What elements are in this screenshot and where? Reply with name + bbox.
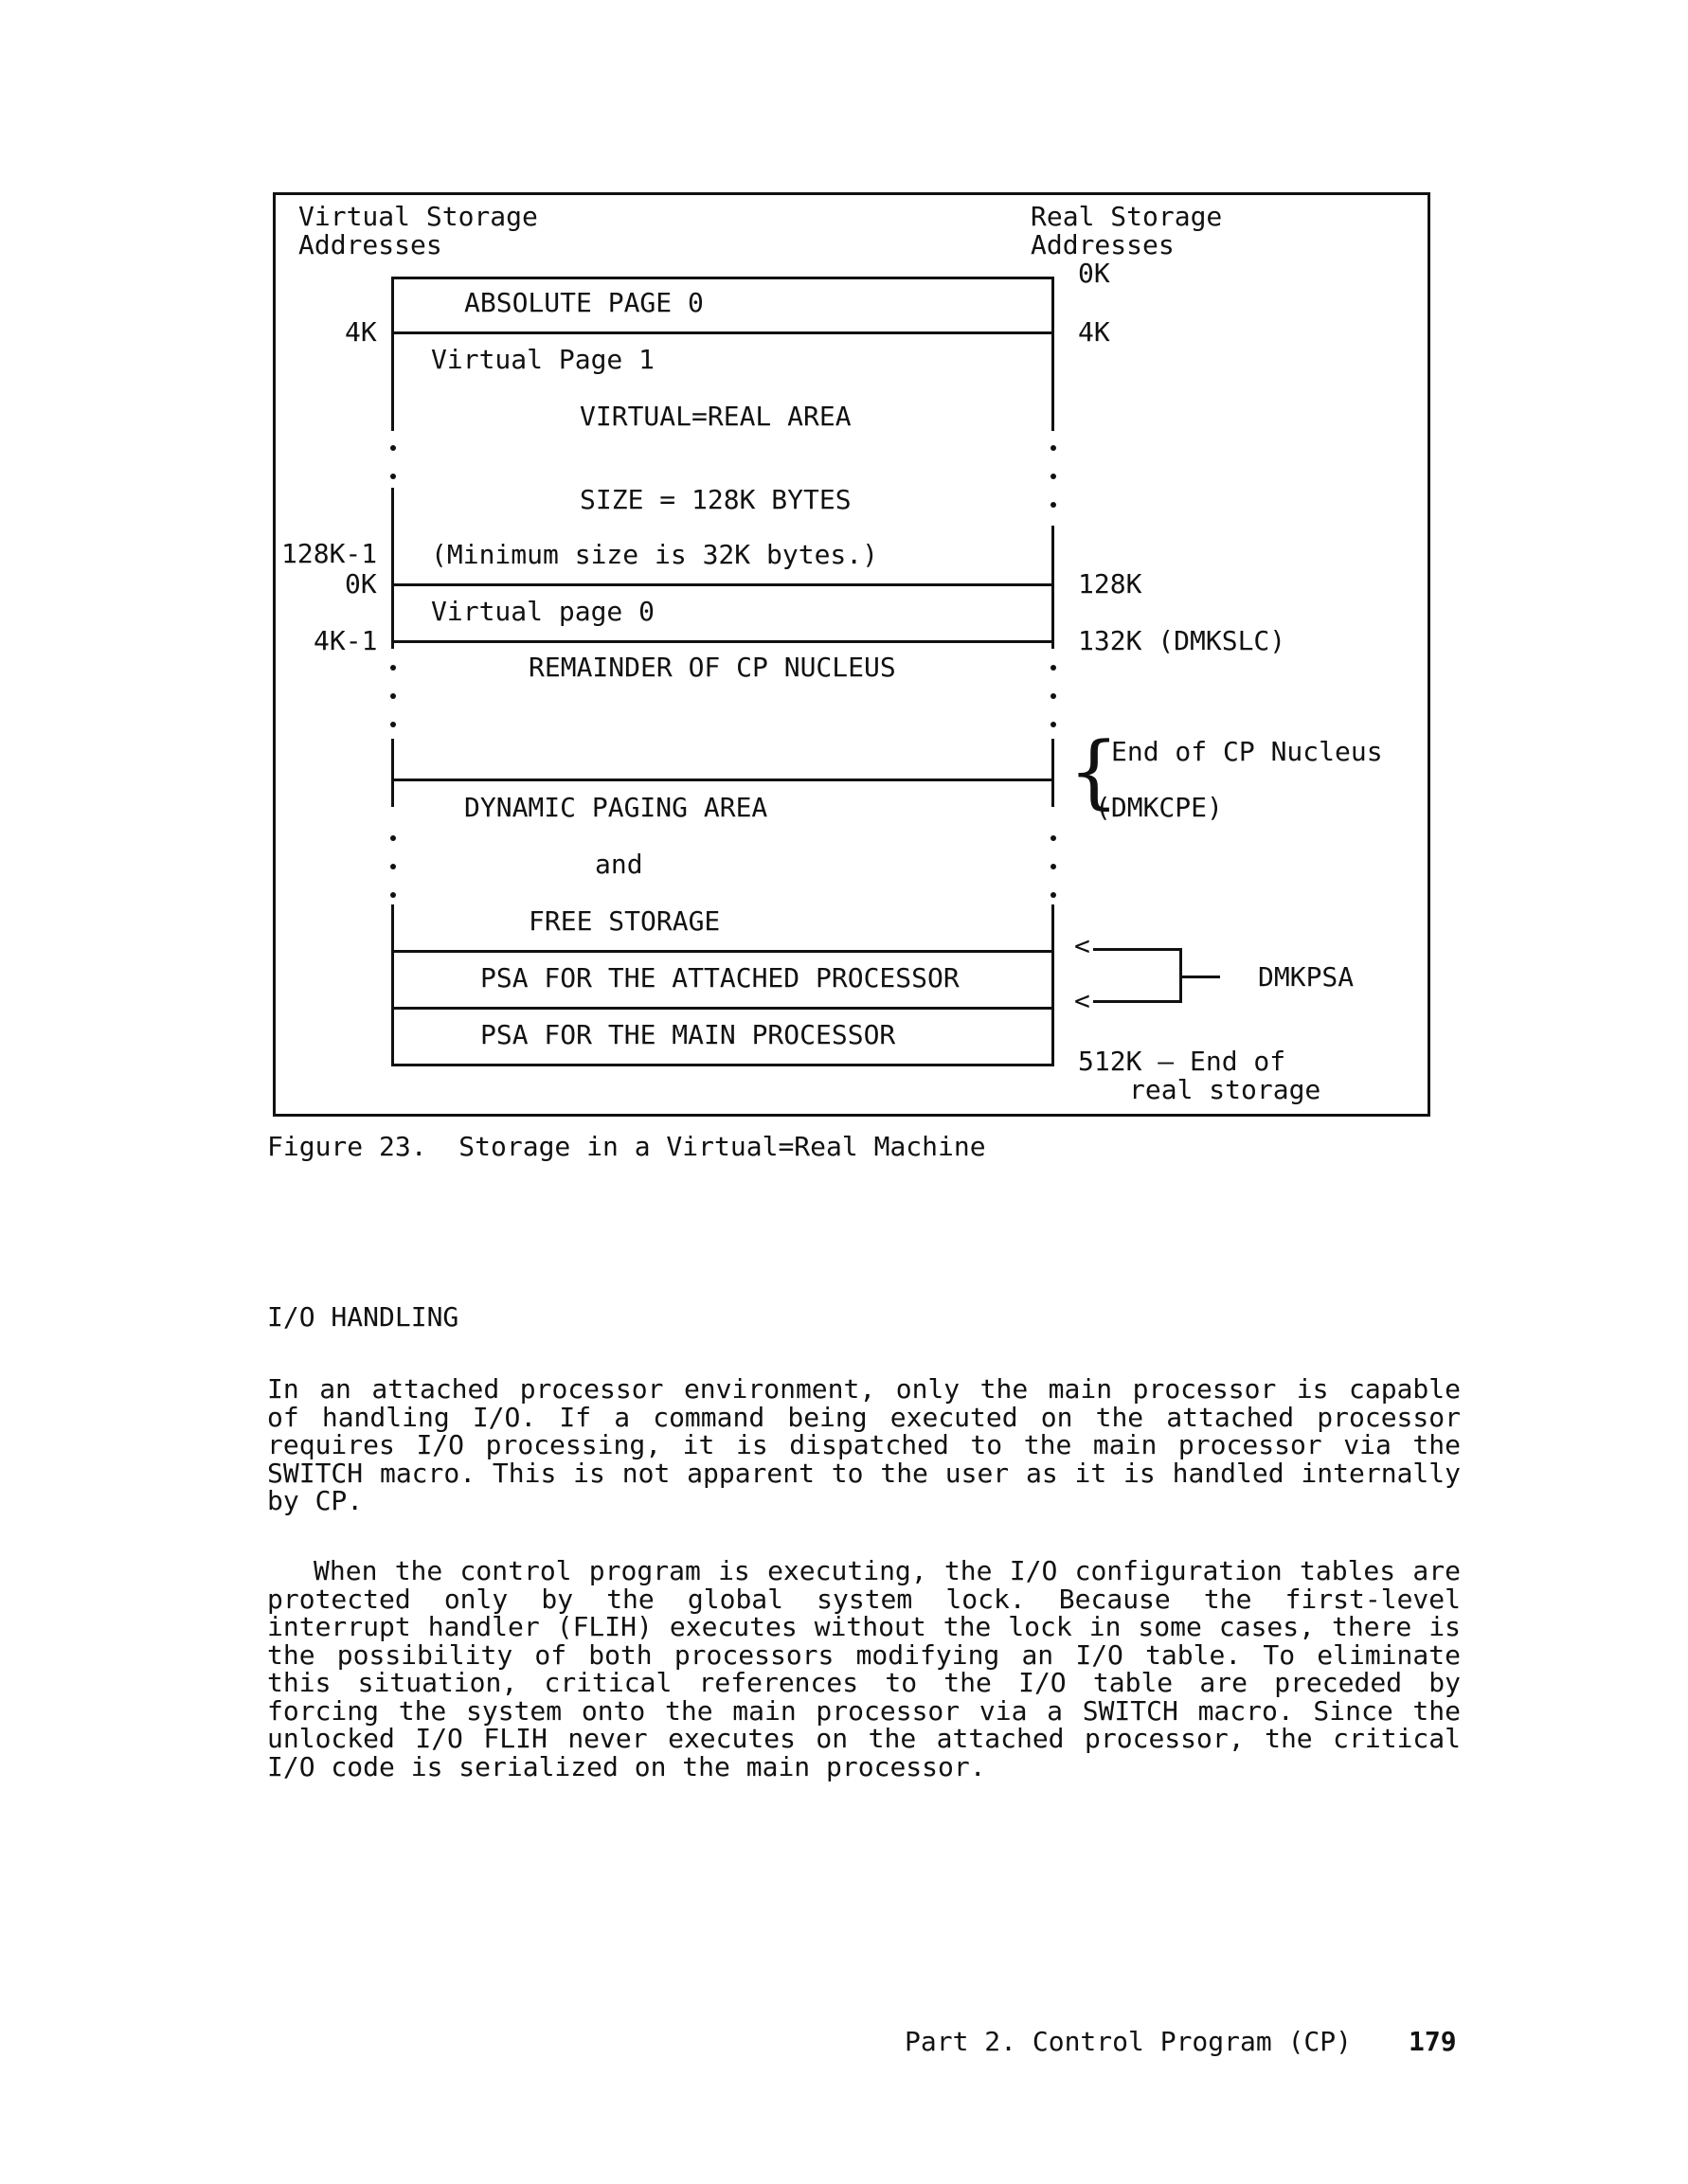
bracket-vertical-line xyxy=(1179,948,1182,1000)
dmkpsa-pointer-line xyxy=(1182,976,1220,978)
real-storage-header: Real Storage xyxy=(1031,201,1223,232)
divider-128k xyxy=(391,583,1054,586)
addr-left-4k-1: 4K-1 xyxy=(314,625,378,656)
addr-left-0k: 0K xyxy=(345,568,377,600)
frame-right-border xyxy=(1428,192,1430,1117)
figure-caption: Figure 23. Storage in a Virtual=Real Machine xyxy=(267,1131,986,1162)
minimum-size-label: (Minimum size is 32K bytes.) xyxy=(431,539,879,570)
divider-132k xyxy=(391,640,1054,643)
end-cp-nucleus-brace: { xyxy=(1068,725,1120,817)
absolute-page-0-label: ABSOLUTE PAGE 0 xyxy=(464,287,704,318)
divider-psa-main xyxy=(391,1007,1054,1010)
frame-left-border xyxy=(273,192,276,1117)
paragraph-io-config-tables: When the control program is executing, the I/O configuration tables are protected only by the global system lock. Because the first-level interrupt handler (FLIH) executes without the lock in some cases, there is the possibility of both processors modifying an I/O table. To eliminate this situation, critical references to the I/O table are preceded by forcing the system onto the main processor via a SWITCH macro. Since the unlocked I/O FLIH never executes on the attached processor, the critical I/O code is serialized on the main processor. xyxy=(267,1555,1461,1782)
psa-main-label: PSA FOR THE MAIN PROCESSOR xyxy=(480,1019,896,1050)
frame-top-border xyxy=(273,192,1430,195)
arrow-to-psa-attached: < xyxy=(1074,930,1090,961)
end-real-storage-label-2: real storage xyxy=(1129,1074,1321,1105)
left-border-segment xyxy=(391,277,394,431)
right-border-segment xyxy=(1051,904,1054,1065)
virtual-page-0-label: Virtual page 0 xyxy=(431,596,655,627)
section-heading: I/O HANDLING xyxy=(267,1301,459,1333)
divider-4k xyxy=(391,331,1054,334)
addr-right-132k: 132K (DMKSLC) xyxy=(1078,625,1286,656)
bracket-top-line xyxy=(1093,948,1182,951)
virtual-real-area-label: VIRTUAL=REAL AREA xyxy=(580,401,852,432)
right-continuation-dots xyxy=(1050,445,1057,530)
dynamic-paging-area-label: DYNAMIC PAGING AREA xyxy=(464,792,768,823)
addr-right-0k: 0K xyxy=(1078,258,1110,289)
end-real-storage-label-1: 512K — End of xyxy=(1078,1046,1286,1077)
left-continuation-dots xyxy=(389,835,397,921)
left-border-segment xyxy=(391,904,394,1065)
psa-attached-label: PSA FOR THE ATTACHED PROCESSOR xyxy=(480,962,960,994)
right-continuation-dots xyxy=(1050,835,1057,921)
memory-bottom-line xyxy=(391,1064,1054,1066)
paragraph-io-attached: In an attached processor environment, only the main processor is capable of handling I/O. If a command being executed on the attached processor requires I/O processing, it is dispatched to the main processor via the SWITCH macro. This is not apparent to the user as it is handled internally by CP. xyxy=(267,1373,1461,1516)
bracket-bottom-line xyxy=(1093,1000,1182,1003)
divider-psa-attached xyxy=(391,950,1054,953)
free-storage-label: FREE STORAGE xyxy=(529,905,721,937)
addr-left-4k: 4K xyxy=(345,316,377,348)
remainder-cp-nucleus-label: REMAINDER OF CP NUCLEUS xyxy=(529,652,896,683)
right-border-segment xyxy=(1051,526,1054,649)
dmkpsa-label: DMKPSA xyxy=(1258,961,1355,993)
arrow-to-psa-main: < xyxy=(1074,985,1090,1016)
virtual-page-1-label: Virtual Page 1 xyxy=(431,344,655,375)
size-label: SIZE = 128K BYTES xyxy=(580,484,852,515)
divider-end-cp-nucleus xyxy=(391,779,1054,781)
footer-text: Part 2. Control Program (CP) xyxy=(905,2026,1353,2057)
addr-left-128k-1: 128K-1 xyxy=(281,538,378,569)
memory-top-line xyxy=(391,277,1054,279)
addr-right-128k: 128K xyxy=(1078,568,1142,600)
real-addresses-header: Addresses xyxy=(1031,229,1175,260)
frame-bottom-border xyxy=(273,1114,1430,1117)
right-continuation-dots xyxy=(1050,665,1057,750)
left-continuation-dots xyxy=(389,665,397,750)
virtual-storage-header: Virtual Storage xyxy=(298,201,538,232)
and-label: and xyxy=(595,849,643,880)
right-border-segment xyxy=(1051,277,1054,431)
page-number: 179 xyxy=(1409,2026,1457,2057)
addr-right-4k: 4K xyxy=(1078,316,1110,348)
left-border-segment xyxy=(391,526,394,649)
left-continuation-dots xyxy=(389,445,397,502)
dmkcpe-label: (DMKCPE) xyxy=(1095,792,1223,823)
end-cp-nucleus-label: End of CP Nucleus xyxy=(1111,736,1383,767)
virtual-addresses-header: Addresses xyxy=(298,229,442,260)
